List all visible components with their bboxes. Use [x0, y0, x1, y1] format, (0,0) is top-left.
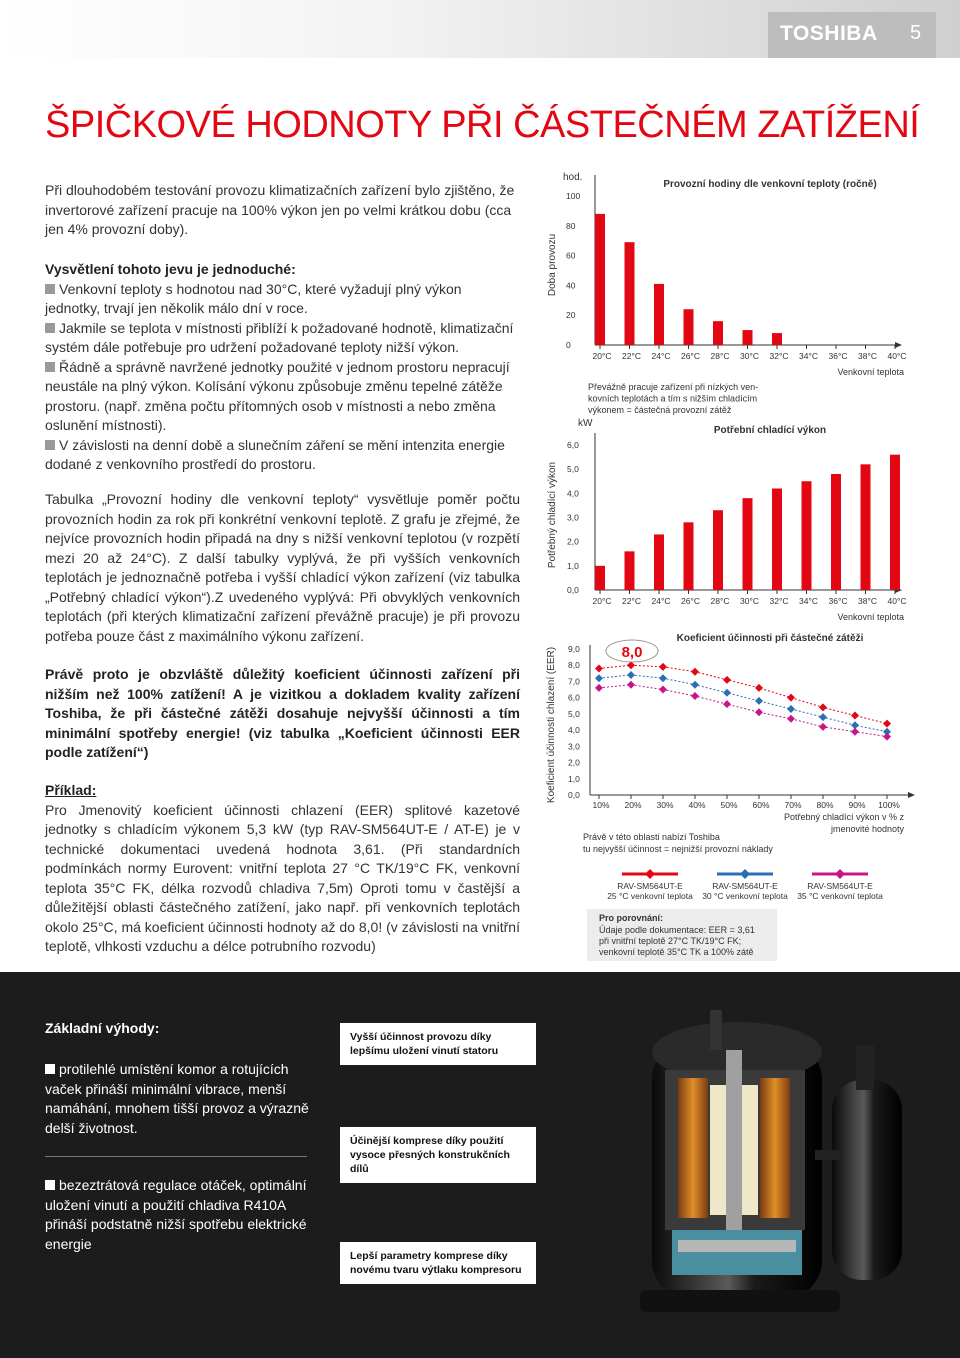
explain-point: Řádně a správně navržené jednotky použité v jednom prostoru nepracují neustále na plný výkon. Kolísání výkonu způsobuje změnu tepelné zátěže prostoru. (např. změna počtu přítomných osob v místnosti a nebo změna oslunění místnosti).	[45, 358, 510, 433]
bar	[772, 333, 782, 345]
x-axis-title: Potřebný chladící výkon v % z	[783, 812, 904, 822]
x-axis-title: Venkovní teplota	[837, 367, 904, 377]
chart-note-line: výkonem = částečná provozní zátěž	[588, 405, 732, 415]
y-tick-label: 4,0	[567, 488, 579, 499]
chart-title: Provozní hodiny dle venkovní teploty (ročně)	[663, 179, 877, 190]
x-tick-label: 26°C	[681, 351, 700, 361]
y-unit-label: kW	[578, 418, 593, 429]
charts-panel	[540, 165, 940, 965]
x-tick-label: 24°C	[651, 596, 671, 606]
comparison-title: Pro porovnání:	[599, 913, 664, 923]
bar	[625, 242, 635, 345]
data-point	[883, 720, 891, 728]
bar	[890, 455, 900, 590]
x-tick-label: 20%	[624, 800, 642, 810]
legend-marker	[835, 869, 845, 879]
y-tick-label: 0,0	[568, 790, 580, 800]
x-tick-label: 36°C	[828, 351, 848, 361]
example-section	[45, 781, 520, 957]
capacity-chart	[547, 418, 907, 622]
x-tick-label: 80%	[816, 800, 834, 810]
x-tick-label: 40%	[688, 800, 706, 810]
x-tick-label: 20°C	[592, 351, 612, 361]
bar	[802, 481, 812, 590]
x-tick-label: 26°C	[681, 596, 700, 606]
x-axis-arrow	[908, 792, 915, 798]
legend-temp: 35 °C venkovní teplota	[797, 891, 883, 901]
x-tick-label: 32°C	[769, 351, 789, 361]
peak-label: 8,0	[621, 644, 643, 661]
eer-chart	[546, 633, 915, 961]
y-tick-label: 7,0	[568, 676, 580, 687]
legend-marker	[645, 869, 655, 879]
x-tick-label: 36°C	[828, 596, 848, 606]
y-tick-label: 6,0	[568, 692, 580, 703]
example-text: Pro Jmenovitý koeficient účinnosti chlazení (EER) splitové kazetové jednotky s chladícím výkonem 5,3 kW (typ RAV-SM564UT-E / AT-E) je v technické dokumentaci uvedená hodnota 3,61. (Při standardních podmínkách normy Eurovent: vnitřní teplota 27 °C TK/19°C FK, venkovní teplota 35°C FK, délka rozvodů chladiva 7,5m) Oproti tomu v častější a důležitější oblasti částečného zatížení, jako např. při venkovních teplotách okolo 25°C, má koeficient účinnosti hodnoty až do 8,0! (v závislosti na vnitřní teplotě, vlhkosti vzduchu a délce potrubního rozvodu)	[45, 801, 520, 954]
bullet-square-icon	[45, 440, 55, 450]
y-tick-label: 8,0	[568, 660, 580, 671]
x-tick-label: 22°C	[622, 351, 641, 361]
bullet-square-icon	[45, 362, 55, 372]
data-point	[819, 703, 827, 711]
y-tick-label: 1,0	[568, 773, 580, 784]
y-axis-title: Potřebný chladící výkon	[547, 461, 558, 569]
y-tick-label: 20	[566, 310, 576, 321]
highlight-paragraph	[45, 665, 520, 763]
x-tick-label: 30%	[656, 800, 674, 810]
data-point	[787, 694, 795, 702]
series-line	[599, 665, 887, 723]
y-tick-label: 60	[566, 250, 576, 261]
callout-box: Vyšší účinnost provozu díky lepšímu uložení vinutí statoru	[340, 1023, 536, 1065]
brand-logo: TOSHIBA	[780, 22, 878, 45]
bar	[772, 489, 782, 591]
x-tick-label: 90%	[848, 800, 866, 810]
data-point	[595, 684, 603, 692]
explain-point: Jakmile se teplota v místnosti přiblíží k požadované hodnotě, klimatizační systém dále potřebuje pro udržení požadované teploty nižší výkon.	[45, 319, 514, 355]
bar	[654, 534, 664, 590]
x-tick-label: 32°C	[769, 596, 789, 606]
legend-marker	[740, 869, 750, 879]
comparison-line: venkovní teplotě 35°C TK a 100% zátě	[599, 947, 754, 957]
page-title: ŠPIČKOVÉ HODNOTY PŘI ČÁSTEČNÉM ZATÍŽENÍ	[45, 104, 920, 146]
bar	[595, 214, 605, 345]
x-tick-label: 60%	[752, 800, 770, 810]
x-tick-label: 28°C	[710, 596, 730, 606]
y-axis-title: Doba provozu	[547, 233, 558, 297]
x-tick-label: 34°C	[799, 596, 818, 606]
data-point	[851, 728, 859, 736]
advantage-item: protilehlé umístění komor a rotujících vaček přináší minimální vibrace, menší namáhání, mnohem tišší provoz a výrazně delší životnost.	[45, 1061, 309, 1136]
y-tick-label: 40	[566, 280, 576, 291]
intro-paragraph	[45, 181, 520, 240]
data-point	[819, 723, 827, 731]
x-axis-arrow	[895, 342, 902, 348]
y-tick-label: 0,0	[567, 585, 579, 595]
data-point	[755, 708, 763, 716]
x-tick-label: 40°C	[887, 351, 907, 361]
series-line	[599, 685, 887, 737]
data-point	[595, 674, 603, 682]
y-tick-label: 3,0	[568, 741, 580, 752]
data-point	[723, 676, 731, 684]
advantage-item: bezeztrátová regulace otáček, optimální uložení vinutí a použití chladiva R410A přináší podstatně nižší spotřebu elektrické energie	[45, 1177, 307, 1252]
y-tick-label: 100	[566, 191, 581, 201]
chart-title: Koeficient účinnosti při částečné zátěži	[676, 633, 864, 644]
bar	[831, 474, 841, 590]
x-tick-label: 30°C	[740, 596, 759, 606]
y-tick-label: 9,0	[568, 644, 580, 654]
explain-point: Venkovní teploty s hodnotou nad 30°C, které vyžadují plný výkon jednotky, trvají jen několik málo dní v roce.	[45, 280, 462, 316]
x-tick-label: 38°C	[858, 596, 877, 606]
chart-note-line: tu nejvyšší účinnost = nejnižší provozní náklady	[583, 844, 773, 854]
comparison-line: při vnitřní teplotě 27°C TK/19°C FK;	[599, 936, 742, 946]
x-tick-label: 10%	[592, 800, 610, 810]
divider	[45, 1156, 307, 1157]
data-point	[755, 697, 763, 705]
y-axis-title: Koeficient účinnosti chlazení (EER)	[546, 646, 557, 804]
data-point	[723, 700, 731, 708]
x-tick-label: 70%	[784, 800, 802, 810]
data-point	[787, 715, 795, 723]
y-unit-label: hod.	[563, 172, 583, 183]
data-point	[659, 663, 667, 671]
table-paragraph	[45, 490, 520, 646]
compressor-illustration	[560, 1000, 932, 1345]
y-tick-label: 80	[566, 220, 576, 231]
explain-heading: Vysvětlení tohoto jevu je jednoduché:	[45, 261, 296, 277]
bullet-square-icon	[45, 284, 55, 294]
x-tick-label: 24°C	[651, 351, 671, 361]
bullet-square-icon	[45, 323, 55, 333]
x-tick-label: 20°C	[592, 596, 612, 606]
comparison-line: Údaje podle dokumentace: EER = 3,61	[599, 925, 755, 935]
bar	[713, 510, 723, 590]
legend-model: RAV-SM564UT-E	[712, 881, 778, 891]
data-point	[723, 689, 731, 697]
x-tick-label: 34°C	[799, 351, 818, 361]
bar	[713, 321, 723, 345]
legend-temp: 25 °C venkovní teplota	[607, 891, 693, 901]
bar	[684, 522, 694, 590]
page-number: 5	[910, 22, 922, 44]
y-tick-label: 2,0	[568, 757, 580, 768]
advantages-heading: Základní výhody:	[45, 1020, 160, 1036]
x-axis-title: jmenovité hodnoty	[830, 824, 904, 834]
explain-point: V závislosti na denní době a slunečním záření se mění intenzita energie dodané z venkovního prostředí do prostoru.	[45, 436, 505, 472]
x-tick-label: 38°C	[858, 351, 877, 361]
chart-note-line: Právě v této oblasti nabízí Toshiba	[583, 832, 720, 842]
legend-model: RAV-SM564UT-E	[807, 881, 873, 891]
chart-title: Potřební chladící výkon	[713, 425, 827, 436]
x-axis-title: Venkovní teplota	[837, 612, 904, 622]
data-point	[659, 686, 667, 694]
y-tick-label: 6,0	[567, 440, 579, 450]
data-point	[691, 681, 699, 689]
data-point	[883, 733, 891, 741]
header-bar	[0, 0, 960, 58]
bar	[743, 498, 753, 590]
data-point	[627, 671, 635, 679]
x-tick-label: 28°C	[710, 351, 730, 361]
y-tick-label: 1,0	[567, 560, 579, 571]
callout-box: Lepší parametry komprese díky novému tvaru výtlaku kompresoru	[340, 1242, 536, 1284]
x-tick-label: 100%	[878, 800, 900, 810]
bar	[595, 566, 605, 590]
bar	[861, 464, 871, 590]
bar	[625, 551, 635, 590]
data-point	[691, 668, 699, 676]
data-point	[691, 692, 699, 700]
chart-note-line: kovních teplotách a tím s nižším chladícím	[588, 393, 758, 404]
data-point	[787, 705, 795, 713]
chart-note-line: Převážně pracuje zařízení při nízkých ven-	[588, 382, 759, 392]
y-tick-label: 0	[566, 340, 571, 350]
y-tick-label: 2,0	[567, 536, 579, 547]
legend-model: RAV-SM564UT-E	[617, 881, 683, 891]
table-text: Tabulka „Provozní hodiny dle venkovní teploty“ vysvětluje poměr počtu provozních hodin za rok při konkrétní venkovní teplotě. Z grafu je zřejmé, že nejvíce provozních hodin připadá na dny s nižší venkovní teplotou (v rozpětí mezi 20 až 24°C). Z další tabulky vyplývá, že při vyšších venkovních teplotách je jednoznačně potřeba i vyšší chladící výkon zařízení (viz tabulka „Potřebný chladící výkon“).Z uvedeného vyplývá: Při obvyklých venkovních teplotách (při kterých klimatizační zařízení převážně pracuje) je při provozu potřeba pouze část z maximálního výkonu zařízení.	[45, 491, 520, 644]
explain-section	[45, 260, 520, 475]
highlight-text: Právě proto je obzvláště důležitý koeficient účinnosti zařízení při nižším než 100% zatížení! A je vizitkou a dokladem kvality zařízení Toshiba, že při částečné zátěži dosahuje nejvyšší účinnosti a tím minimální spotřeby energie! (viz tabulka „Koeficient účinnosti EER podle zatížení“)	[45, 666, 520, 760]
y-tick-label: 5,0	[567, 464, 579, 475]
x-tick-label: 40°C	[887, 596, 907, 606]
callout-box: Účinější komprese díky použití vysoce přesných konstrukčních dílů	[340, 1127, 536, 1183]
y-tick-label: 5,0	[568, 708, 580, 719]
x-tick-label: 50%	[720, 800, 738, 810]
y-tick-label: 3,0	[567, 512, 579, 523]
bar	[743, 330, 753, 345]
data-point	[819, 713, 827, 721]
bullet-square-icon	[45, 1180, 55, 1190]
intro-text: Při dlouhodobém testování provozu klimatizačních zařízení bylo zjištěno, že invertorové zařízení pracuje na 100% výkon jen po velmi krátkou dobu (cca jen 4% provozní doby).	[45, 182, 515, 237]
y-tick-label: 4,0	[568, 725, 580, 736]
data-point	[851, 712, 859, 720]
data-point	[659, 674, 667, 682]
bar	[684, 309, 694, 345]
legend-temp: 30 °C venkovní teplota	[702, 891, 788, 901]
example-heading: Příklad:	[45, 782, 97, 798]
data-point	[595, 664, 603, 672]
x-tick-label: 22°C	[622, 596, 641, 606]
data-point	[755, 684, 763, 692]
bar	[654, 284, 664, 345]
bullet-square-icon	[45, 1064, 55, 1074]
x-tick-label: 30°C	[740, 351, 759, 361]
data-point	[627, 681, 635, 689]
hours-chart	[547, 172, 907, 415]
